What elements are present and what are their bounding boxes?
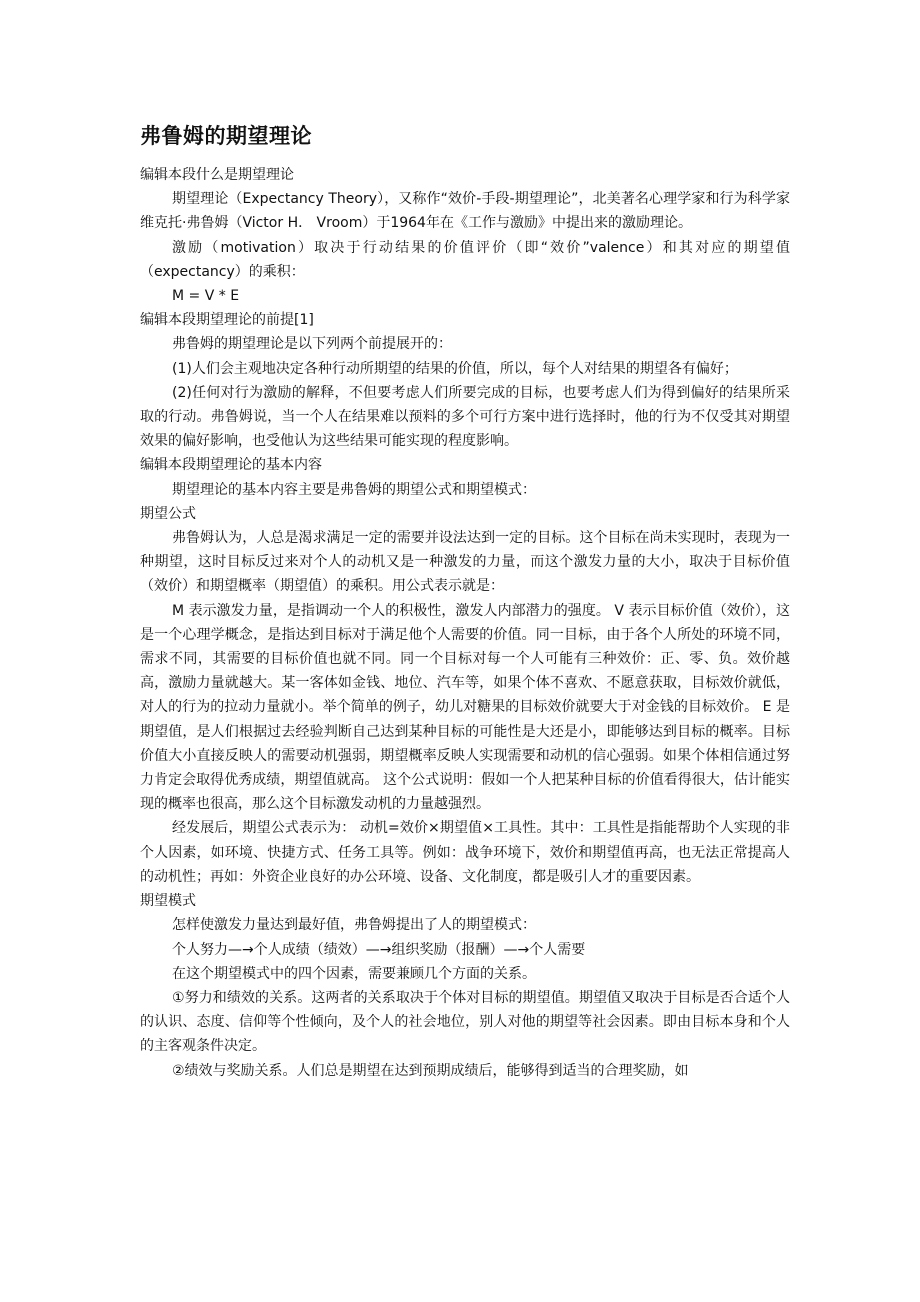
subheading-expectancy-model: 期望模式: [140, 893, 196, 910]
section-heading-premise: 编辑本段期望理论的前提[1]: [140, 312, 314, 329]
paragraph: ①努力和绩效的关系。这两者的关系取决于个体对目标的期望值。期望值又取决于目标是否合适个人的认识、态度、信仰等个性倾向，及个人的社会地位，别人对他的期望等社会因素。即由目标本身和个人的主客观条件决定。: [140, 989, 790, 1055]
subheading-expectancy-formula: 期望公式: [140, 505, 196, 522]
paragraph: 弗鲁姆认为，人总是渴求满足一定的需要并设法达到一定的目标。这个目标在尚未实现时，表现为一种期望，这时目标反过来对个人的动机又是一种激发的力量，而这个激发力量的大小，取决于目标价值（效价）和期望概率（期望值）的乘积。用公式表示就是：: [140, 530, 790, 595]
paragraph: 期望理论（Expectancy Theory），又称作“效价-手段-期望理论”，北美著名心理学家和行为科学家维克托·弗鲁姆（Victor H． Vroom）于1964年在《工作与激励》中提出来的激励理论。: [140, 191, 790, 232]
section-heading-content: 编辑本段期望理论的基本内容: [140, 457, 322, 474]
paragraph: 弗鲁姆的期望理论是以下列两个前提展开的：: [172, 336, 452, 353]
paragraph: 怎样使激发力量达到最好值，弗鲁姆提出了人的期望模式：: [172, 917, 536, 934]
paragraph: 激励（motivation）取决于行动结果的价值评价（即“效价”valence）和其对应的期望值（expectancy）的乘积：: [140, 239, 790, 280]
paragraph: 在这个期望模式中的四个因素，需要兼顾几个方面的关系。: [172, 965, 536, 982]
paragraph: M 表示激发力量，是指调动一个人的积极性，激发人内部潜力的强度。 V 表示目标价值（效价），这是一个心理学概念，是指达到目标对于满足他个人需要的价值。同一目标，由于各个人所处的环境不同，需求不同，其需要的目标价值也就不同。同一个目标对每一个人可能有三种效价：正、零、负。效价越高，激励力量就越大。某一客体如金钱、地位、汽车等，如果个体不喜欢、不愿意获取，目标效价就低，对人的行为的拉动力量就小。举个简单的例子，幼儿对糖果的目标效价就要大于对金钱的目标效价。 E 是期望值，是人们根据过去经验判断自己达到某种目标的可能性是大还是小，即能够达到目标的概率。目标价值大小直接反映人的需要动机强弱，期望概率反映人实现需要和动机的信心强弱。如果个体相信通过努力肯定会取得优秀成绩，期望值就高。 这个公式说明：假如一个人把某种目标的价值看得很大，估计能实现的概率也很高，那么这个目标激发动机的力量越强烈。: [140, 602, 790, 813]
paragraph: ②绩效与奖励关系。人们总是期望在达到预期成绩后，能够得到适当的合理奖励，如: [172, 1062, 689, 1079]
paragraph: (2)任何对行为激励的解释，不但要考虑人们所要完成的目标，也要考虑人们为得到偏好的结果所采取的行动。弗鲁姆说，当一个人在结果难以预料的多个可行方案中进行选择时，他的行为不仅受其对期望效果的偏好影响，也受他认为这些结果可能实现的程度影响。: [140, 384, 790, 450]
paragraph: 期望理论的基本内容主要是弗鲁姆的期望公式和期望模式：: [172, 481, 536, 498]
document-title: 弗鲁姆的期望理论: [140, 124, 312, 148]
paragraph: 经发展后，期望公式表示为： 动机=效价×期望值×工具性。其中：工具性是指能帮助个人实现的非个人因素，如环境、快捷方式、任务工具等。例如：战争环境下，效价和期望值再高，也无法正常提高人的动机性；再如：外资企业良好的办公环境、设备、文化制度，都是吸引人才的重要因素。: [140, 820, 790, 885]
section-heading-what-is: 编辑本段什么是期望理论: [140, 167, 294, 183]
model-chain: 个人努力—→个人成绩（绩效）—→组织奖励（报酬）—→个人需要: [172, 941, 586, 958]
paragraph: (1)人们会主观地决定各种行动所期望的结果的价值，所以，每个人对结果的期望各有偏好；: [172, 360, 738, 377]
formula: M = V * E: [172, 288, 240, 305]
